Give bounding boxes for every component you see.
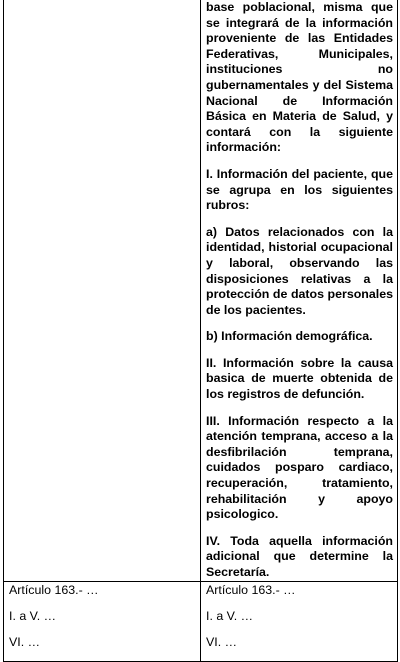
paragraph-fraccion-iii: III. Información respecto a la atención temprana, acceso a la desfibrilación temprana, cuidados posparo cardiaco, recuperación, tratamiento, rehabilitación y apoyo psicologico. <box>206 413 393 522</box>
right-article-line1: I. a V. … <box>206 608 254 623</box>
paragraph-base-poblacional: base poblacional, misma que se integrará de la información proveniente de las Entidades Federativas, Municipales, instituciones no gubernamentales y del Sistema Nacional de Información Básica en Materia de Salud, y contará con la siguiente información: <box>206 0 393 155</box>
right-article-cell <box>201 581 398 661</box>
left-article-title: Artículo 163.- … <box>9 582 99 597</box>
paragraph-fraccion-i: I. Información del paciente, que se agrupa en los siguientes rubros: <box>206 166 393 213</box>
paragraph-fraccion-ii: II. Información sobre la causa basica de muerte obtenida de los registros de defunción. <box>206 355 393 402</box>
left-empty-cell <box>4 0 201 581</box>
comparison-table <box>3 0 398 662</box>
left-article-line2: VI. … <box>9 634 40 649</box>
left-article-line1: I. a V. … <box>9 608 57 623</box>
table-row <box>4 581 398 661</box>
amendment-text <box>201 0 397 581</box>
paragraph-inciso-a: a) Datos relacionados con la identidad, historial ocupacional y laboral, observando las disposiciones relativas a la protección de datos personales de los pacientes. <box>206 224 393 317</box>
table-row <box>4 0 398 581</box>
right-article-line2: VI. … <box>206 634 237 649</box>
paragraph-fraccion-iv: IV. Toda aquella información adicional que determine la Secretaría. <box>206 533 393 579</box>
paragraph-inciso-b: b) Información demográfica. <box>206 329 373 344</box>
right-amendment-cell <box>201 0 398 581</box>
right-article-title: Artículo 163.- … <box>206 582 296 597</box>
left-article-cell <box>4 581 201 661</box>
